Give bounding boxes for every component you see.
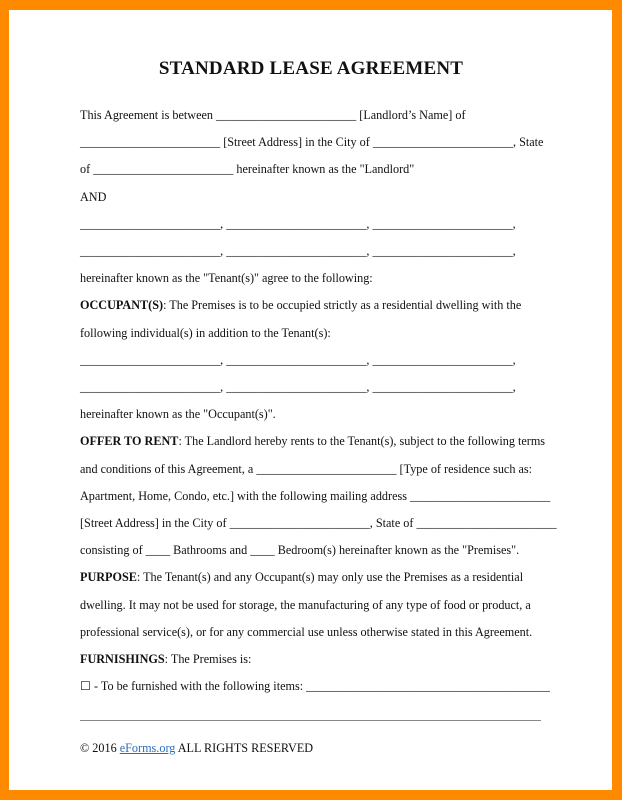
section-heading: FURNISHINGS: [80, 652, 165, 666]
line-text: _______________________, _______________________, _______________________,: [80, 352, 516, 367]
line-text: _______________________ [Street Address] in the City of _______________________, State: [80, 135, 544, 150]
document-line: [80, 298, 521, 312]
document-line: [80, 516, 557, 530]
document-line: [80, 652, 251, 666]
document-line: [80, 353, 516, 367]
line-text: professional service(s), or for any commercial use unless otherwise stated in this Agreement.: [80, 624, 533, 639]
section-heading: OCCUPANT(S): [80, 298, 164, 313]
line-text: following individual(s) in addition to the Tenant(s):: [80, 325, 331, 340]
line-text: [Street Address] in the City of _______________________, State of _______________________: [80, 516, 557, 530]
document-line: [80, 434, 545, 448]
line-text: ☐ - To be furnished with the following items: ________________________________________: [80, 679, 550, 694]
rights-text: ALL RIGHTS RESERVED: [175, 741, 314, 755]
document-line: [80, 598, 531, 612]
line-text: _______________________, _______________________, _______________________,: [80, 244, 516, 258]
document-line: [80, 570, 523, 584]
line-text: hereinafter known as the "Tenant(s)" agree to the following:: [80, 271, 373, 286]
line-text: hereinafter known as the "Occupant(s)".: [80, 407, 276, 422]
document-line: [80, 380, 516, 394]
section-heading: OFFER TO RENT: [80, 434, 179, 449]
line-text: and conditions of this Agreement, a _______________________ [Type of residence such as:: [80, 461, 533, 476]
document-line: [80, 489, 550, 503]
line-text: AND: [80, 189, 107, 204]
divider: [80, 720, 541, 721]
line-text: dwelling. It may not be used for storage, the manufacturing of any type of food or product, a: [80, 597, 531, 612]
document-line: [80, 190, 106, 204]
document-line: [80, 462, 532, 476]
document-line: [80, 108, 466, 122]
document-line: [80, 407, 276, 421]
document-line: [80, 625, 532, 639]
document-line: [80, 326, 331, 340]
line-text: : The Tenant(s) and any Occupant(s) may only use the Premises as a residential: [136, 570, 524, 585]
page-title: STANDARD LEASE AGREEMENT: [158, 58, 464, 79]
line-text: This Agreement is between _______________________ [Landlord’s Name] of: [80, 108, 466, 122]
document-line: [80, 679, 550, 693]
line-text: Apartment, Home, Condo, etc.] with the following mailing address _______________________: [80, 488, 551, 503]
document-line: [80, 162, 414, 176]
line-text: _______________________, _______________________, _______________________,: [80, 216, 516, 231]
section-heading: PURPOSE: [80, 570, 137, 585]
footer: [80, 741, 313, 756]
document-line: [80, 271, 373, 285]
line-text: : The Premises is:: [164, 652, 252, 666]
line-text: of _______________________ hereinafter known as the "Landlord": [80, 162, 415, 177]
document-page: [9, 10, 612, 790]
document-line: [80, 244, 516, 258]
eforms-link[interactable]: eForms.org: [119, 741, 176, 755]
document-line: [80, 135, 543, 149]
document-line: [80, 217, 516, 231]
line-text: : The Premises is to be occupied strictly as a residential dwelling with the: [163, 298, 522, 313]
line-text: : The Landlord hereby rents to the Tenant(s), subject to the following terms: [178, 434, 546, 449]
line-text: _______________________, _______________________, _______________________,: [80, 380, 516, 394]
line-text: consisting of ____ Bathrooms and ____ Bedroom(s) hereinafter known as the "Premises".: [80, 543, 520, 558]
document-line: [80, 543, 519, 557]
copyright-text: © 2016: [80, 741, 120, 755]
